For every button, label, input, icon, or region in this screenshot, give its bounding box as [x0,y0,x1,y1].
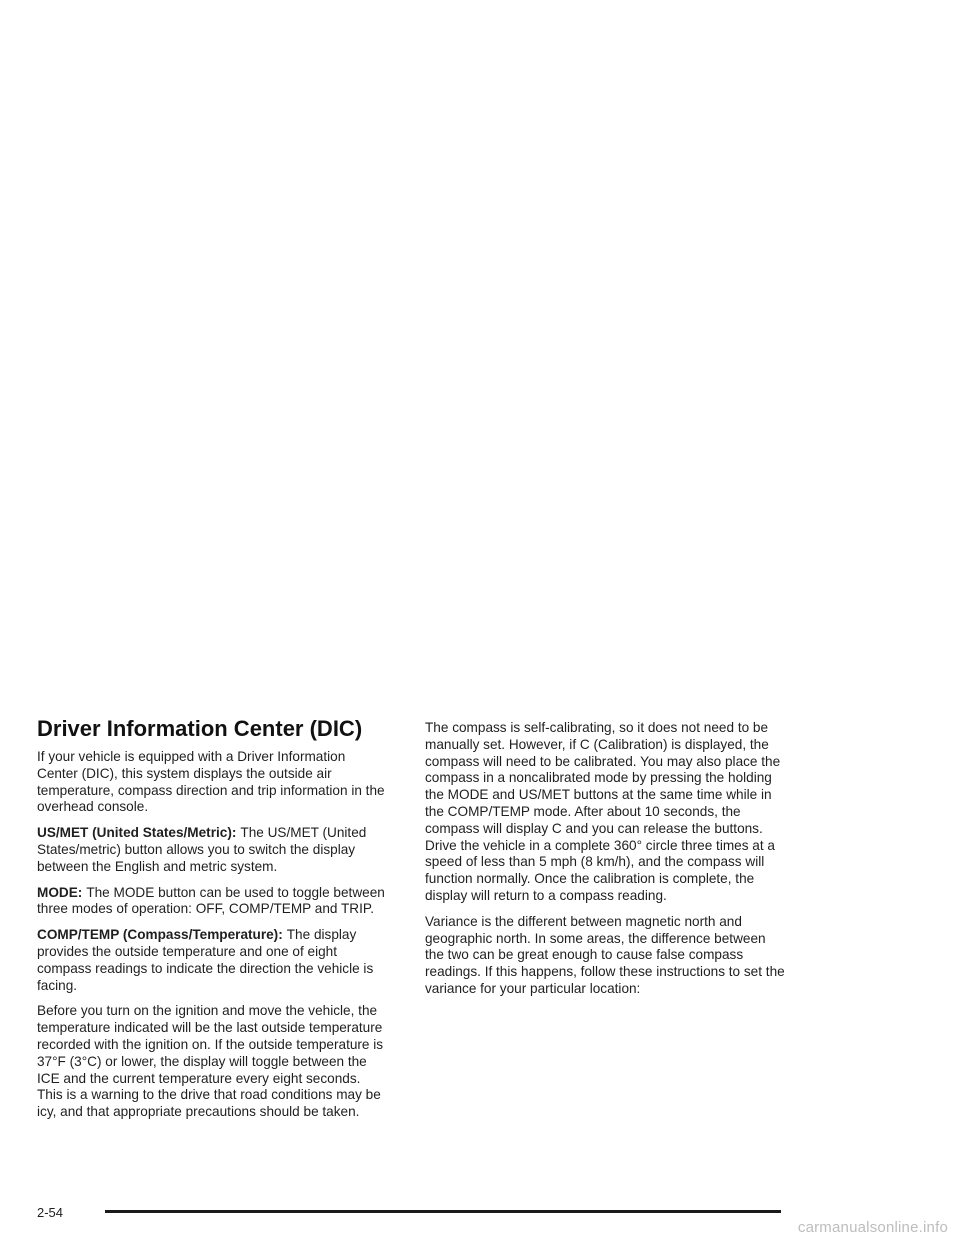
right-column [425,720,785,1007]
ignition-paragraph: Before you turn on the ignition and move the vehicle, the temperature indicated will be the last outside temperature recorded with the ignition on. If the outside temperature is 37°F (3°C) or lower, the display will toggle between the ICE and the current temperature every eight seconds. This is a warning to the drive that road conditions may be icy, and that appropriate precautions should be taken. [37,1003,384,1120]
mode-text: The MODE button can be used to toggle between three modes of operation: OFF, COMP/TEMP and TRIP. [37,884,385,917]
variance-paragraph: Variance is the different between magnetic north and geographic north. In some areas, the difference between the two can be great enough to cause false compass readings. If this happens, follow these instructions to set the variance for your particular location: [425,913,785,996]
intro-paragraph: If your vehicle is equipped with a Driver Information Center (DIC), this system displays the outside air temperature, compass direction and trip information in the overhead console. [37,749,385,815]
usmet-term: US/MET (United States/Metric): [37,825,237,841]
comptemp-paragraph [37,927,389,994]
watermark: carmanualsonline.info [797,1219,948,1236]
mode-paragraph [37,885,389,919]
comptemp-text: The display provides the outside temperature and one of eight compass readings to indicate the direction the vehicle is facing. [37,927,374,993]
page-number: 2-54 [37,1205,64,1220]
comptemp-term: COMP/TEMP (Compass/Temperature): [37,927,283,943]
left-column [37,749,389,1130]
usmet-paragraph [37,825,389,875]
usmet-text: The US/MET (United States/metric) button allows you to switch the display between the English and metric system. [37,825,367,874]
calibration-paragraph: The compass is self-calibrating, so it does not need to be manually set. However, if C (Calibration) is displayed, the compass will need to be calibrated. You may also place the compass in a noncalibrated mode by pressing the holding the MODE and US/MET buttons at the same time while in the COMP/TEMP mode. After about 10 seconds, the compass will display C and you can release the buttons. Drive the vehicle in a complete 360° circle three times at a speed of less than 5 mph (8 km/h), and the compass will function normally. Once the calibration is complete, the display will return to a compass reading. [425,720,781,903]
footer-rule [105,1210,781,1213]
mode-term: MODE: [37,884,83,900]
section-title: Driver Information Center (DIC) [37,716,363,741]
page-footer [37,1203,781,1223]
